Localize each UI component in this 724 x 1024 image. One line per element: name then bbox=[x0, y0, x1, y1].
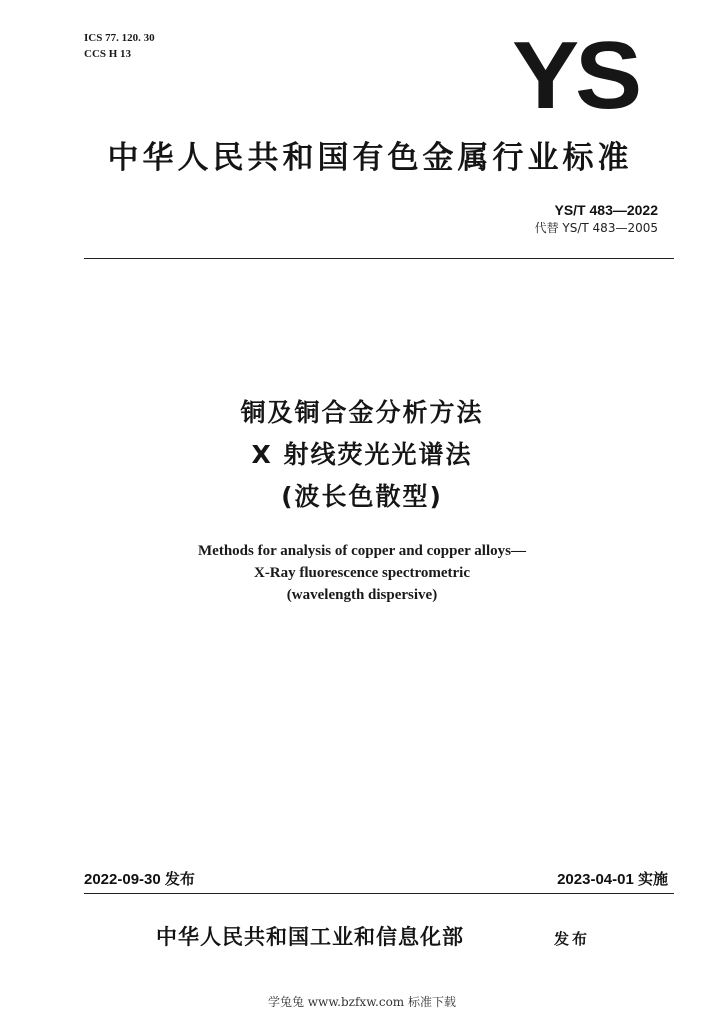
standard-category-title: 中华人民共和国有色金属行业标准 bbox=[107, 140, 633, 176]
implementation-date: 2023-04-01 实施 bbox=[557, 871, 668, 888]
chinese-title-line-1: 铜及铜合金分析方法 bbox=[240, 398, 484, 427]
publisher-name: 中华人民共和国工业和信息化部 bbox=[156, 925, 464, 949]
ccs-code: CCS H 13 bbox=[84, 48, 132, 60]
ics-code: ICS 77. 120. 30 bbox=[84, 32, 155, 44]
chinese-title-line-2: X 射线荧光光谱法 bbox=[251, 440, 473, 469]
bottom-divider bbox=[84, 893, 674, 894]
publisher-action: 发布 bbox=[554, 930, 591, 948]
chinese-title-line-3: (波长色散型) bbox=[281, 482, 443, 511]
ys-logo: YS bbox=[511, 22, 638, 129]
english-title-line-1: Methods for analysis of copper and copper alloys— bbox=[198, 543, 526, 559]
classification-codes bbox=[84, 30, 155, 62]
english-title-line-3: (wavelength dispersive) bbox=[286, 587, 438, 603]
replaces-standard: 代替 YS/T 483—2005 bbox=[534, 221, 658, 235]
footer-watermark-link[interactable]: 学兔兔 www.bzfxw.com 标准下载 bbox=[267, 995, 457, 1009]
english-title-line-2: X-Ray fluorescence spectrometric bbox=[253, 565, 471, 581]
issue-date: 2022-09-30 发布 bbox=[84, 871, 195, 888]
top-divider bbox=[84, 258, 674, 259]
chinese-title bbox=[0, 392, 724, 518]
english-title bbox=[0, 540, 724, 606]
standard-code: YS/T 483—2022 bbox=[554, 202, 658, 218]
